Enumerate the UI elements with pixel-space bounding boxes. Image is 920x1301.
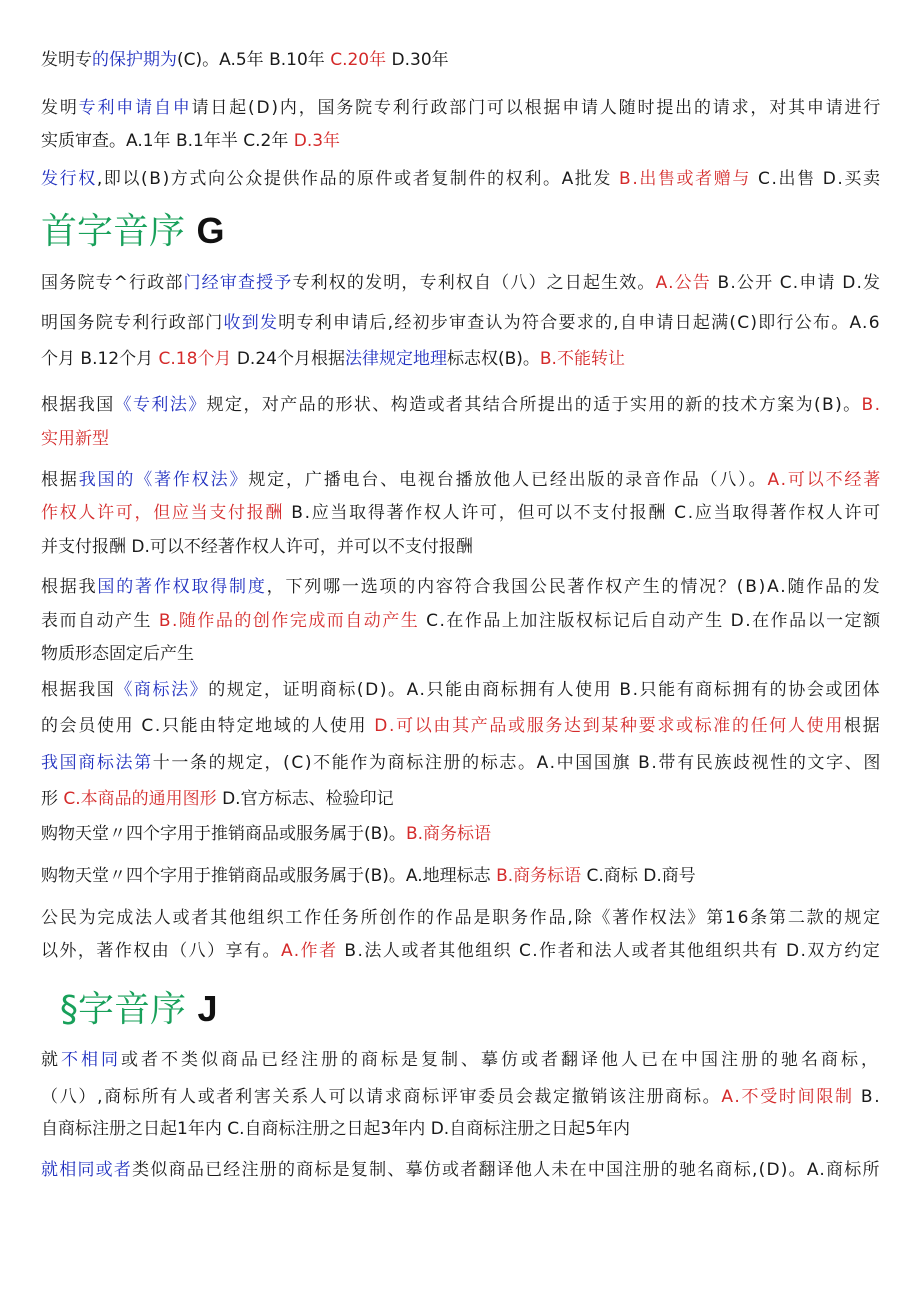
text-line xyxy=(41,715,881,737)
body-text: （八）,商标所有人或者利害关系人可以请求商标评审委员会裁定撤销该注册商标。 xyxy=(41,1087,722,1107)
highlighted-text: 就相同或者 xyxy=(41,1160,133,1180)
text-line xyxy=(41,1159,881,1181)
answer-text: A.可以不经著 xyxy=(767,470,883,490)
text-line xyxy=(41,940,881,962)
body-text: 实质审查。A.1年 B.1年半 C.2年 xyxy=(41,131,294,151)
answer-text: A.不受时间限制 xyxy=(721,1087,854,1107)
text-line xyxy=(41,788,394,810)
highlighted-text: 收到发 xyxy=(223,313,279,333)
text-line xyxy=(41,907,882,929)
answer-text: B. xyxy=(861,395,882,415)
body-text: 明专利申请后,经初步审查认为符合要求的,自申请日起满(C)即行公布。A.6 xyxy=(278,313,881,333)
heading-letter: J xyxy=(197,988,218,1029)
body-text: 根据 xyxy=(843,716,882,736)
answer-text: A.公告 xyxy=(655,273,711,293)
answer-text: C.18个月 xyxy=(158,349,232,369)
body-text: 发明 xyxy=(41,98,79,118)
answer-text: C.本商品的通用图形 xyxy=(63,789,217,809)
text-line xyxy=(41,1049,881,1071)
body-text: 十一条的规定，(C)不能作为商标注册的标志。A.中国国旗 B.带有民族歧视性的文字、图 xyxy=(152,753,882,773)
body-text: 发明专 xyxy=(41,50,92,70)
body-text: 物质形态固定后产生 xyxy=(41,644,194,664)
body-text: D.官方标志、检验印记 xyxy=(216,789,394,809)
body-text: 并支付报酬 D.可以不经著作权人许可，并可以不支付报酬 xyxy=(41,537,473,557)
answer-text: 实用新型 xyxy=(41,429,109,449)
body-text: 请日起(D)内，国务院专利行政部门可以根据申请人随时提出的请求，对其申请进行 xyxy=(191,98,883,118)
body-text: 明国务院专利行政部门 xyxy=(41,313,224,333)
body-text: 国务院专^行政部 xyxy=(41,273,184,293)
body-text: 根据我国 xyxy=(41,680,116,700)
highlighted-text: 我国商标法第 xyxy=(41,753,153,773)
answer-text: 作权人许可，但应当支付报酬 xyxy=(41,503,285,523)
heading-text: §字音序 xyxy=(60,989,187,1030)
highlighted-text: 专利申请自申 xyxy=(78,98,192,118)
body-text: C.出售 D.买卖 xyxy=(750,169,882,189)
body-text: B.法人或者其他组织 C.作者和法人或者其他组织共有 D.双方约定 xyxy=(337,941,882,961)
text-line xyxy=(41,1118,630,1140)
body-text: C.在作品上加注版权标记后自动产生 D.在作品以一定额 xyxy=(419,611,882,631)
body-text: 标志权(B)。 xyxy=(446,349,540,369)
body-text: 以外，著作权由（八）享有。 xyxy=(41,941,281,961)
highlighted-text: 发行权 xyxy=(41,169,97,189)
highlighted-text: 《专利法》 xyxy=(114,395,207,415)
answer-text: B.随作品的创作完成而自动产生 xyxy=(158,611,420,631)
text-line xyxy=(41,469,882,491)
text-line xyxy=(41,643,194,665)
section-heading-j xyxy=(60,989,218,1030)
body-text: ，下列哪一选项的内容符合我国公民著作权产生的情况？(B)A.随作品的发 xyxy=(266,577,882,597)
answer-text: D.3年 xyxy=(293,131,341,151)
answer-text: B.不能转让 xyxy=(539,349,625,369)
text-line xyxy=(41,502,882,524)
text-line xyxy=(41,348,625,370)
text-line xyxy=(41,1086,881,1108)
body-text: 个月 B.12个月 xyxy=(41,349,159,369)
text-line xyxy=(41,428,109,450)
body-text: 就 xyxy=(41,1050,61,1070)
text-line xyxy=(41,312,881,334)
body-text: 购物天堂〃四个字用于推销商品或服务属于(B)。 xyxy=(41,824,406,844)
body-text: 自商标注册之日起1年内 C.自商标注册之日起3年内 D.自商标注册之日起5年内 xyxy=(41,1119,631,1139)
body-text: ,即以(B)方式向公众提供作品的原件或者复制件的权利。A批发 xyxy=(96,169,620,189)
body-text: 专利权的发明，专利权自（八）之日起生效。 xyxy=(292,273,656,293)
body-text: (C)。A.5年 B.10年 xyxy=(177,50,331,70)
text-line xyxy=(41,97,882,119)
highlighted-text: 我国的《著作权法》 xyxy=(78,470,249,490)
answer-text: B.商务标语 xyxy=(405,824,492,844)
text-line xyxy=(41,823,491,845)
heading-letter: G xyxy=(196,210,225,251)
answer-text: D.可以由其产品或服务达到某种要求或标准的任何人使用 xyxy=(374,716,844,736)
highlighted-text: 的保护期为 xyxy=(92,50,177,70)
answer-text: B.商务标语 xyxy=(496,866,582,886)
body-text: 的规定，证明商标(D)。A.只能由商标拥有人使用 B.只能有商标拥有的协会或团体 xyxy=(208,680,882,700)
text-line xyxy=(41,610,882,632)
text-line xyxy=(41,272,881,294)
text-line xyxy=(41,679,881,701)
text-line xyxy=(41,865,696,887)
body-text: D.30年 xyxy=(386,50,449,70)
highlighted-text: 《商标法》 xyxy=(115,680,209,700)
highlighted-text: 法律规定地理 xyxy=(344,349,447,369)
body-text: 形 xyxy=(41,789,64,809)
body-text: 根据我国 xyxy=(41,395,115,415)
body-text: 根据 xyxy=(41,470,79,490)
text-line xyxy=(41,536,473,558)
body-text: 规定，广播电台、电视台播放他人已经出版的录音作品（八）。 xyxy=(248,470,768,490)
body-text: 表而自动产生 xyxy=(41,611,159,631)
body-text: B.公开 C.申请 D.发 xyxy=(710,273,882,293)
body-text: 的会员使用 C.只能由特定地域的人使用 xyxy=(41,716,375,736)
answer-text: A.作者 xyxy=(280,941,338,961)
body-text: 购物天堂〃四个字用于推销商品或服务属于(B)。A.地理标志 xyxy=(41,866,497,886)
body-text: 规定，对产品的形状、构造或者其结合所提出的适于实用的新的技术方案为(B)。 xyxy=(206,395,862,415)
text-line xyxy=(41,752,882,774)
body-text: 公民为完成法人或者其他组织工作任务所创作的作品是职务作品,除《著作权法》第16条第二款的规定 xyxy=(41,908,882,928)
body-text: 根据我 xyxy=(41,577,98,597)
body-text: B. xyxy=(853,1087,882,1107)
body-text: 或者不类似商品已经注册的商标是复制、摹仿或者翻译他人已在中国注册的驰名商标， xyxy=(121,1050,881,1070)
highlighted-text: 门经审查授予 xyxy=(183,273,293,293)
body-text: 类似商品已经注册的商标是复制、摹仿或者翻译他人未在中国注册的驰名商标,(D)。A.商标所 xyxy=(132,1160,881,1180)
answer-text: C.20年 xyxy=(330,50,387,70)
body-text: D.24个月根据 xyxy=(231,349,345,369)
answer-text: B.出售或者赠与 xyxy=(619,169,751,189)
body-text: C.商标 D.商号 xyxy=(581,866,696,886)
body-text: B.应当取得著作权人许可，但可以不支付报酬 C.应当取得著作权人许可 xyxy=(284,503,882,523)
heading-text: 首字音序 xyxy=(41,211,186,252)
text-line xyxy=(41,576,881,598)
text-line xyxy=(41,168,882,190)
text-line xyxy=(41,49,449,71)
highlighted-text: 国的著作权取得制度 xyxy=(97,577,267,597)
text-line xyxy=(41,394,881,416)
section-heading-g xyxy=(41,211,224,252)
highlighted-text: 不相同 xyxy=(61,1050,121,1070)
text-line xyxy=(41,130,340,152)
